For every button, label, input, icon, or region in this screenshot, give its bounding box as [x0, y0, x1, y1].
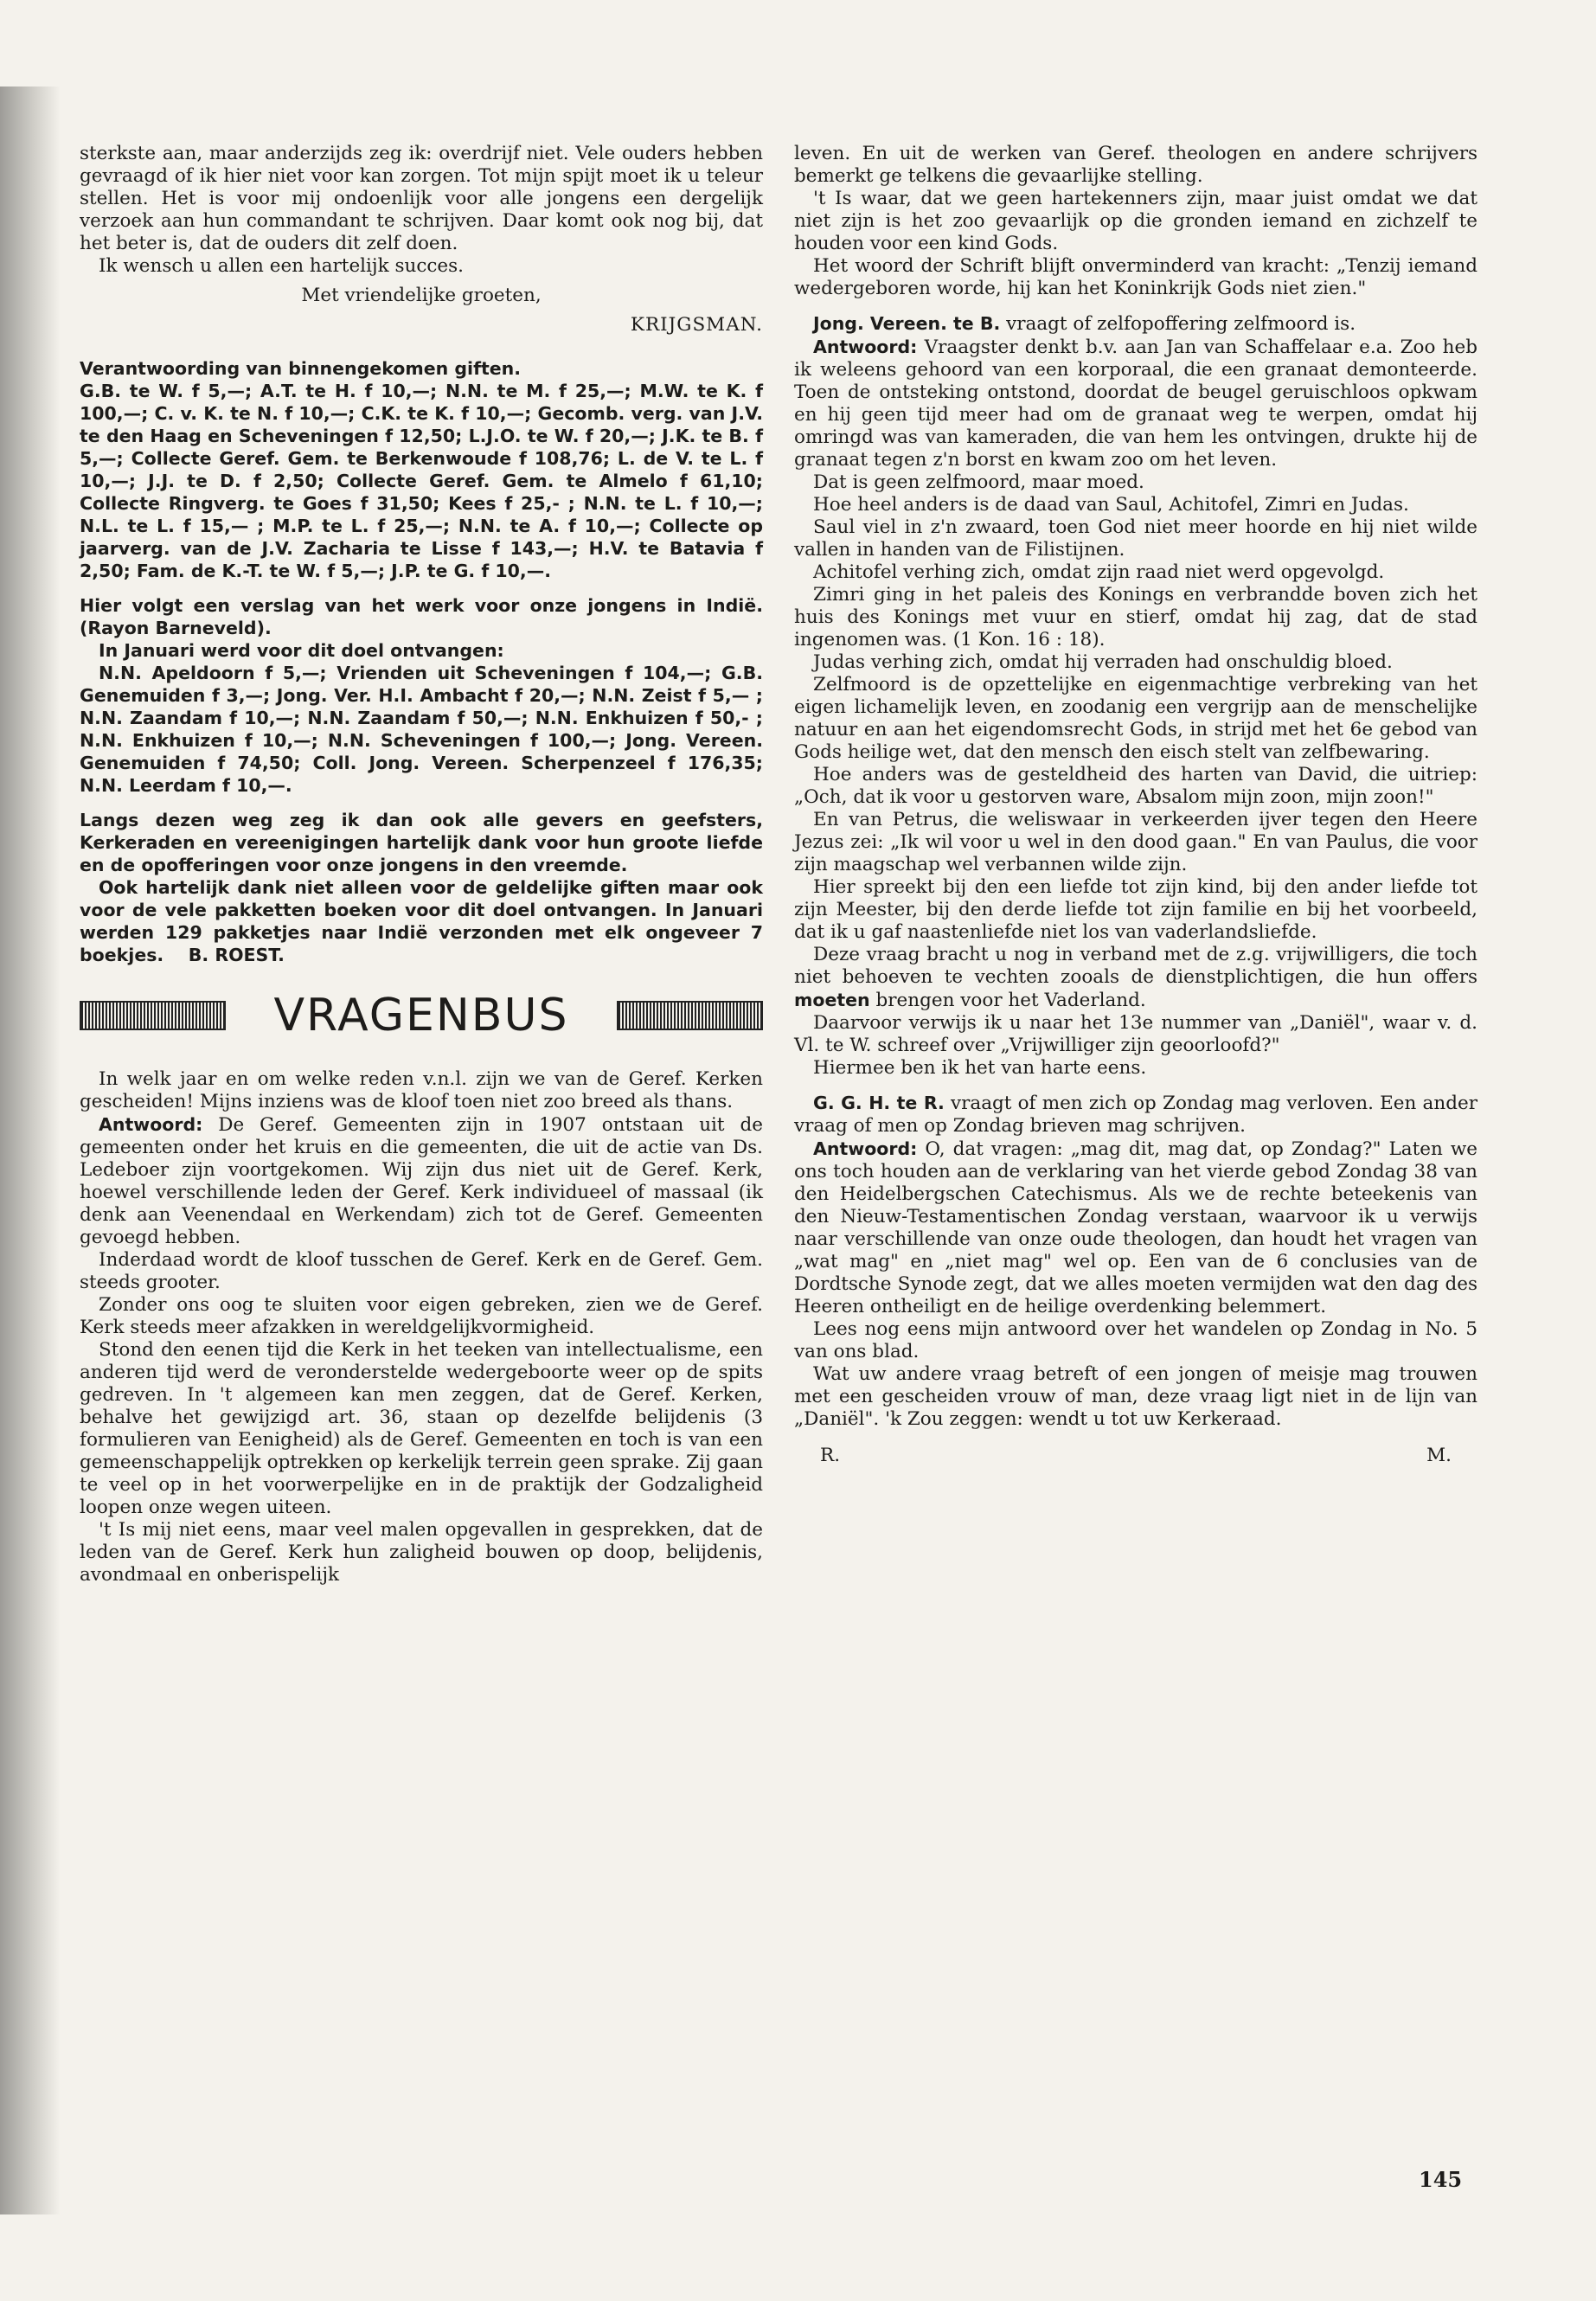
question-3-text: vraagt of men zich op Zondag mag verloven. Een ander vraag of men op Zondag brieven mag schrijven.	[794, 1093, 1477, 1137]
letter-greeting: Met vriendelijke groeten,	[301, 285, 542, 306]
answer-paragraph: Saul viel in z'n zwaard, toen God niet meer hoorde en hij niet wilde vallen in handen van de Filistijnen.	[794, 516, 1477, 561]
thanks-text: Ook hartelijk dank niet alleen voor de geldelijke giften maar ook voor de vele pakketten boeken voor dit doel ontvangen. In Januari werden 129 pakketjes naar Indië verzonden met elk ongeveer 7 boekjes.	[80, 877, 763, 965]
answer-paragraph: Dat is geen zelfmoord, maar moed.	[813, 471, 1144, 493]
answer-paragraph: Zelfmoord is de opzettelijke en eigenmachtige verbreking van het eigen lichamelijk leven, en zoodanig een vergrijp aan de menschelijke natuur en aan het eigendomsrecht Gods, in strijd met het 6e gebod van Gods heilige wet, dat den mensch den eisch stelt van zelfbewaring.	[794, 674, 1477, 763]
answer-paragraph: Lees nog eens mijn antwoord over het wandelen op Zondag in No. 5 van ons blad.	[794, 1318, 1477, 1362]
report-heading: Hier volgt een verslag van het werk voor onze jongens in Indië. (Rayon Barneveld).	[80, 595, 763, 638]
decorative-bar-right	[617, 1001, 763, 1030]
thanks-paragraph: Langs dezen weg zeg ik dan ook alle gevers en geefsters, Kerkeraden en vereenigingen hartelijk dank voor hun groote liefde en de opofferingen voor onze jongens in den vreemde.	[80, 810, 763, 875]
answer-label: Antwoord:	[813, 1138, 918, 1159]
answer-2-text: Vraagster denkt b.v. aan Jan van Schaffelaar e.a. Zoo heb ik weleens gehoord van een korporaal, die een granaat demonteerde. Toen de ontsteking ontstond, doordat de beugel geruischloos opkwam en hij geen tijd meer had om de granaat weg te werpen, omdat hij omringd was van kameraden, die van hem les ontvingen, drukte hij de granaat tegen z'n borst en kwam zoo om het leven.	[794, 336, 1477, 471]
answer-paragraph: Hoe heel anders is de daad van Saul, Achitofel, Zimri en Judas.	[813, 494, 1409, 516]
answer-paragraph: leven. En uit de werken van Geref. theologen en andere schrijvers bemerkt ge telkens die gevaarlijke stelling.	[794, 143, 1477, 187]
question-3	[794, 1092, 1477, 1138]
answer-paragraph: Zonder ons oog te sluiten voor eigen gebreken, zien we de Geref. Kerk steeds meer afzakken in wereldgelijkvormigheid.	[80, 1294, 763, 1338]
answer-paragraph: Judas verhing zich, omdat hij verraden had onschuldig bloed.	[813, 651, 1393, 673]
answer-1-text: De Geref. Gemeenten zijn in 1907 ontstaan uit de gemeenten onder het kruis en die gemeenten, die uit de actie van Ds. Ledeboer zijn voortgekomen. Wij zijn dus niet uit de Geref. Kerk, hoewel verschillende leden der Geref. Kerk individueel of massaal (ik denk aan Veenendaal en Werkendam) zich tot de Geref. Gemeenten gevoegd hebben.	[80, 1114, 763, 1248]
question-1: In welk jaar en om welke reden v.n.l. zijn we van de Geref. Kerken gescheiden! Mijns inziens was de kloof toen niet zoo breed als thans.	[80, 1068, 763, 1112]
text-run: Deze vraag bracht u nog in verband met de z.g. vrijwilligers, die toch niet behoeven te vechten zooals de dienstplichtigen, die hun offers	[794, 944, 1477, 988]
answer-paragraph: Achitofel verhing zich, omdat zijn raad niet werd opgevolgd.	[813, 561, 1385, 583]
page-number: 145	[1419, 2167, 1463, 2192]
editor-signature	[794, 1445, 1477, 1467]
answer-paragraph: Inderdaad wordt de kloof tusschen de Geref. Kerk en de Geref. Gem. steeds grooter.	[80, 1249, 763, 1293]
answer-paragraph: Wat uw andere vraag betreft of een jongen of meisje mag trouwen met een gescheiden vrouw of man, deze vraag ligt niet in de lijn van „Daniël". 'k Zou zeggen: wendt u tot uw Kerkeraad.	[794, 1363, 1477, 1430]
signature-initial-left: R.	[820, 1445, 841, 1466]
answer-paragraph: Stond den eenen tijd die Kerk in het teeken van intellectualisme, een anderen tijd werd de veronderstelde wedergeboorte weer op de spits gedreven. In 't algemeen kan men zeggen, dat de Geref. Kerken, behalve het gewijzigd art. 36, staan op dezelfde belijdenis (3 formulieren van Eenigheid) als de Geref. Gemeenten en toch is van een gemeenschappelijk optrekken op kerkelijk terrein geen sprake. Zij gaan te veel op in het voorwerpelijke en in de praktijk der Godzaligheid loopen onze wegen uiteen.	[80, 1339, 763, 1518]
answer-paragraph: 't Is waar, dat we geen hartekenners zijn, maar juist omdat we dat niet zijn is het zoo gevaarlijk op die gronden iemand en zichzelf te houden voor een kind Gods.	[794, 188, 1477, 254]
answer-paragraph: Hoe anders was de gesteldheid des harten van David, die uitriep: „Och, dat ik voor u gestorven ware, Absalom mijn zoon, mijn zoon!"	[794, 764, 1477, 808]
question-2	[794, 312, 1477, 336]
question-2-text: vraagt of zelfopoffering zelfmoord is.	[1006, 313, 1356, 335]
question-3-asker: G. G. H. te R.	[813, 1093, 945, 1113]
question-2-asker: Jong. Vereen. te B.	[813, 313, 1001, 334]
gifts-list: G.B. te W. f 5,—; A.T. te H. f 10,—; N.N. te M. f 25,—; M.W. te K. f 100,—; C. v. K. te N. f 10,—; C.K. te K. f 10,—; Gecomb. verg. van J.V. te den Haag en Scheveningen f 12,50; L.J.O. te W. f 20,—; J.K. te B. f 5,—; Collecte Geref. Gem. te Berkenwoude f 108,76; L. de V. te L. f 10,—; J.J. te D. f 2,50; Collecte Geref. Gem. te Almelo f 61,10; Collecte Ringverg. te Goes f 31,50; Kees f 25,- ; N.N. te L. f 10,—; N.L. te L. f 15,— ; M.P. te L. f 25,—; N.N. te A. f 10,—; Collecte op jaarverg. van de J.V. Zacharia te Lisse f 143,—; H.V. te Batavia f 2,50; Fam. de K.-T. te W. f 5,—; J.P. te G. f 10,—.	[80, 381, 763, 581]
text-run: brengen voor het Vaderland.	[875, 990, 1146, 1011]
january-heading: In Januari werd voor dit doel ontvangen:	[99, 640, 504, 661]
letter-closing: Ik wensch u allen een hartelijk succes.	[99, 255, 465, 277]
answer-paragraph: Hiermee ben ik het van harte eens.	[813, 1057, 1147, 1079]
vragenbus-header	[80, 987, 763, 1044]
answer-label: Antwoord:	[813, 336, 918, 357]
answer-paragraph	[794, 944, 1477, 1012]
section-title: VRAGENBUS	[273, 990, 569, 1042]
scan-edge-shadow	[0, 87, 61, 2214]
answer-paragraph: Het woord der Schrift blijft onverminderd van kracht: „Tenzij iemand wedergeboren worde, hij kan het Koninkrijk Gods niet zien."	[794, 255, 1477, 299]
thanks-signature: B. ROEST.	[188, 945, 285, 965]
left-column	[80, 143, 763, 1586]
signature-initial-right: M.	[1426, 1445, 1452, 1466]
answer-3-text: O, dat vragen: „mag dit, mag dat, op Zondag?" Laten we ons toch houden aan de verklaring van het vierde gebod Zondag 38 van den Heidelbergschen Catechismus. Als we de rechte beteekenis van den Nieuw-Testamentischen Zondag verstaan, waarvoor ik u verwijs naar verschillende van onze oude theologen, dan houdt het vragen van „wat mag" en „niet mag" wel op. Een van de 6 conclusies van de Dordtsche Synode zegt, dat we alles moeten vermijden wat den dag des Heeren ontheiligt en de heilige overdenking belemmert.	[794, 1138, 1477, 1317]
answer-3	[794, 1138, 1477, 1318]
emphasis: moeten	[794, 990, 870, 1010]
answer-2	[794, 336, 1477, 471]
answer-paragraph: En van Petrus, die weliswaar in verkeerden ijver tegen den Heere Jezus zei: „Ik wil voor u wel in den dood gaan." En van Paulus, die voor zijn maagschap wel verbannen wilde zijn.	[794, 809, 1477, 875]
letter-paragraph: sterkste aan, maar anderzijds zeg ik: overdrijf niet. Vele ouders hebben gevraagd of ik hier niet voor kan zorgen. Tot mijn spijt moet ik u teleur stellen. Het is voor mij ondoenlijk voor alle jongens een dergelijk verzoek aan hun commandant te schrijven. Daar komt ook nog bij, dat het beter is, dat de ouders dit zelf doen.	[80, 143, 763, 254]
january-list: N.N. Apeldoorn f 5,—; Vrienden uit Scheveningen f 104,—; G.B. Genemuiden f 3,—; Jong. Ver. H.I. Ambacht f 20,—; N.N. Zeist f 5,— ; N.N. Zaandam f 10,—; N.N. Zaandam f 50,—; N.N. Enkhuizen f 50,- ; N.N. Enkhuizen f 10,—; N.N. Scheveningen f 100,—; Jong. Vereen. Genemuiden f 74,50; Coll. Jong. Vereen. Scherpenzeel f 176,35; N.N. Leerdam f 10,—.	[80, 663, 763, 796]
answer-paragraph: 't Is mij niet eens, maar veel malen opgevallen in gesprekken, dat de leden van de Geref. Kerk hun zaligheid bouwen op doop, belijdenis, avondmaal en onberispelijk	[80, 1519, 763, 1586]
letter-signature: KRIJGSMAN.	[630, 314, 763, 336]
decorative-bar-left	[80, 1001, 226, 1030]
gifts-heading: Verantwoording van binnengekomen giften.	[80, 358, 522, 379]
answer-paragraph: Zimri ging in het paleis des Konings en verbrandde boven zich het huis des Konings met vuur en stierf, omdat hij zag, dat de stad ingenomen was. (1 Kon. 16 : 18).	[794, 584, 1477, 651]
answer-label: Antwoord:	[99, 1114, 203, 1135]
thanks-paragraph-2	[80, 876, 763, 966]
right-column	[794, 143, 1477, 1467]
answer-paragraph: Hier spreekt bij den een liefde tot zijn kind, bij den ander liefde tot zijn Meester, bij den derde liefde tot zijn familie en bij het voorbeeld, dat ik u gaf naastenliefde niet los van vaderlandsliefde.	[794, 876, 1477, 943]
answer-paragraph: Daarvoor verwijs ik u naar het 13e nummer van „Daniël", waar v. d. Vl. te W. schreef over „Vrijwilliger zijn geoorloofd?"	[794, 1012, 1477, 1056]
answer-1	[80, 1113, 763, 1249]
